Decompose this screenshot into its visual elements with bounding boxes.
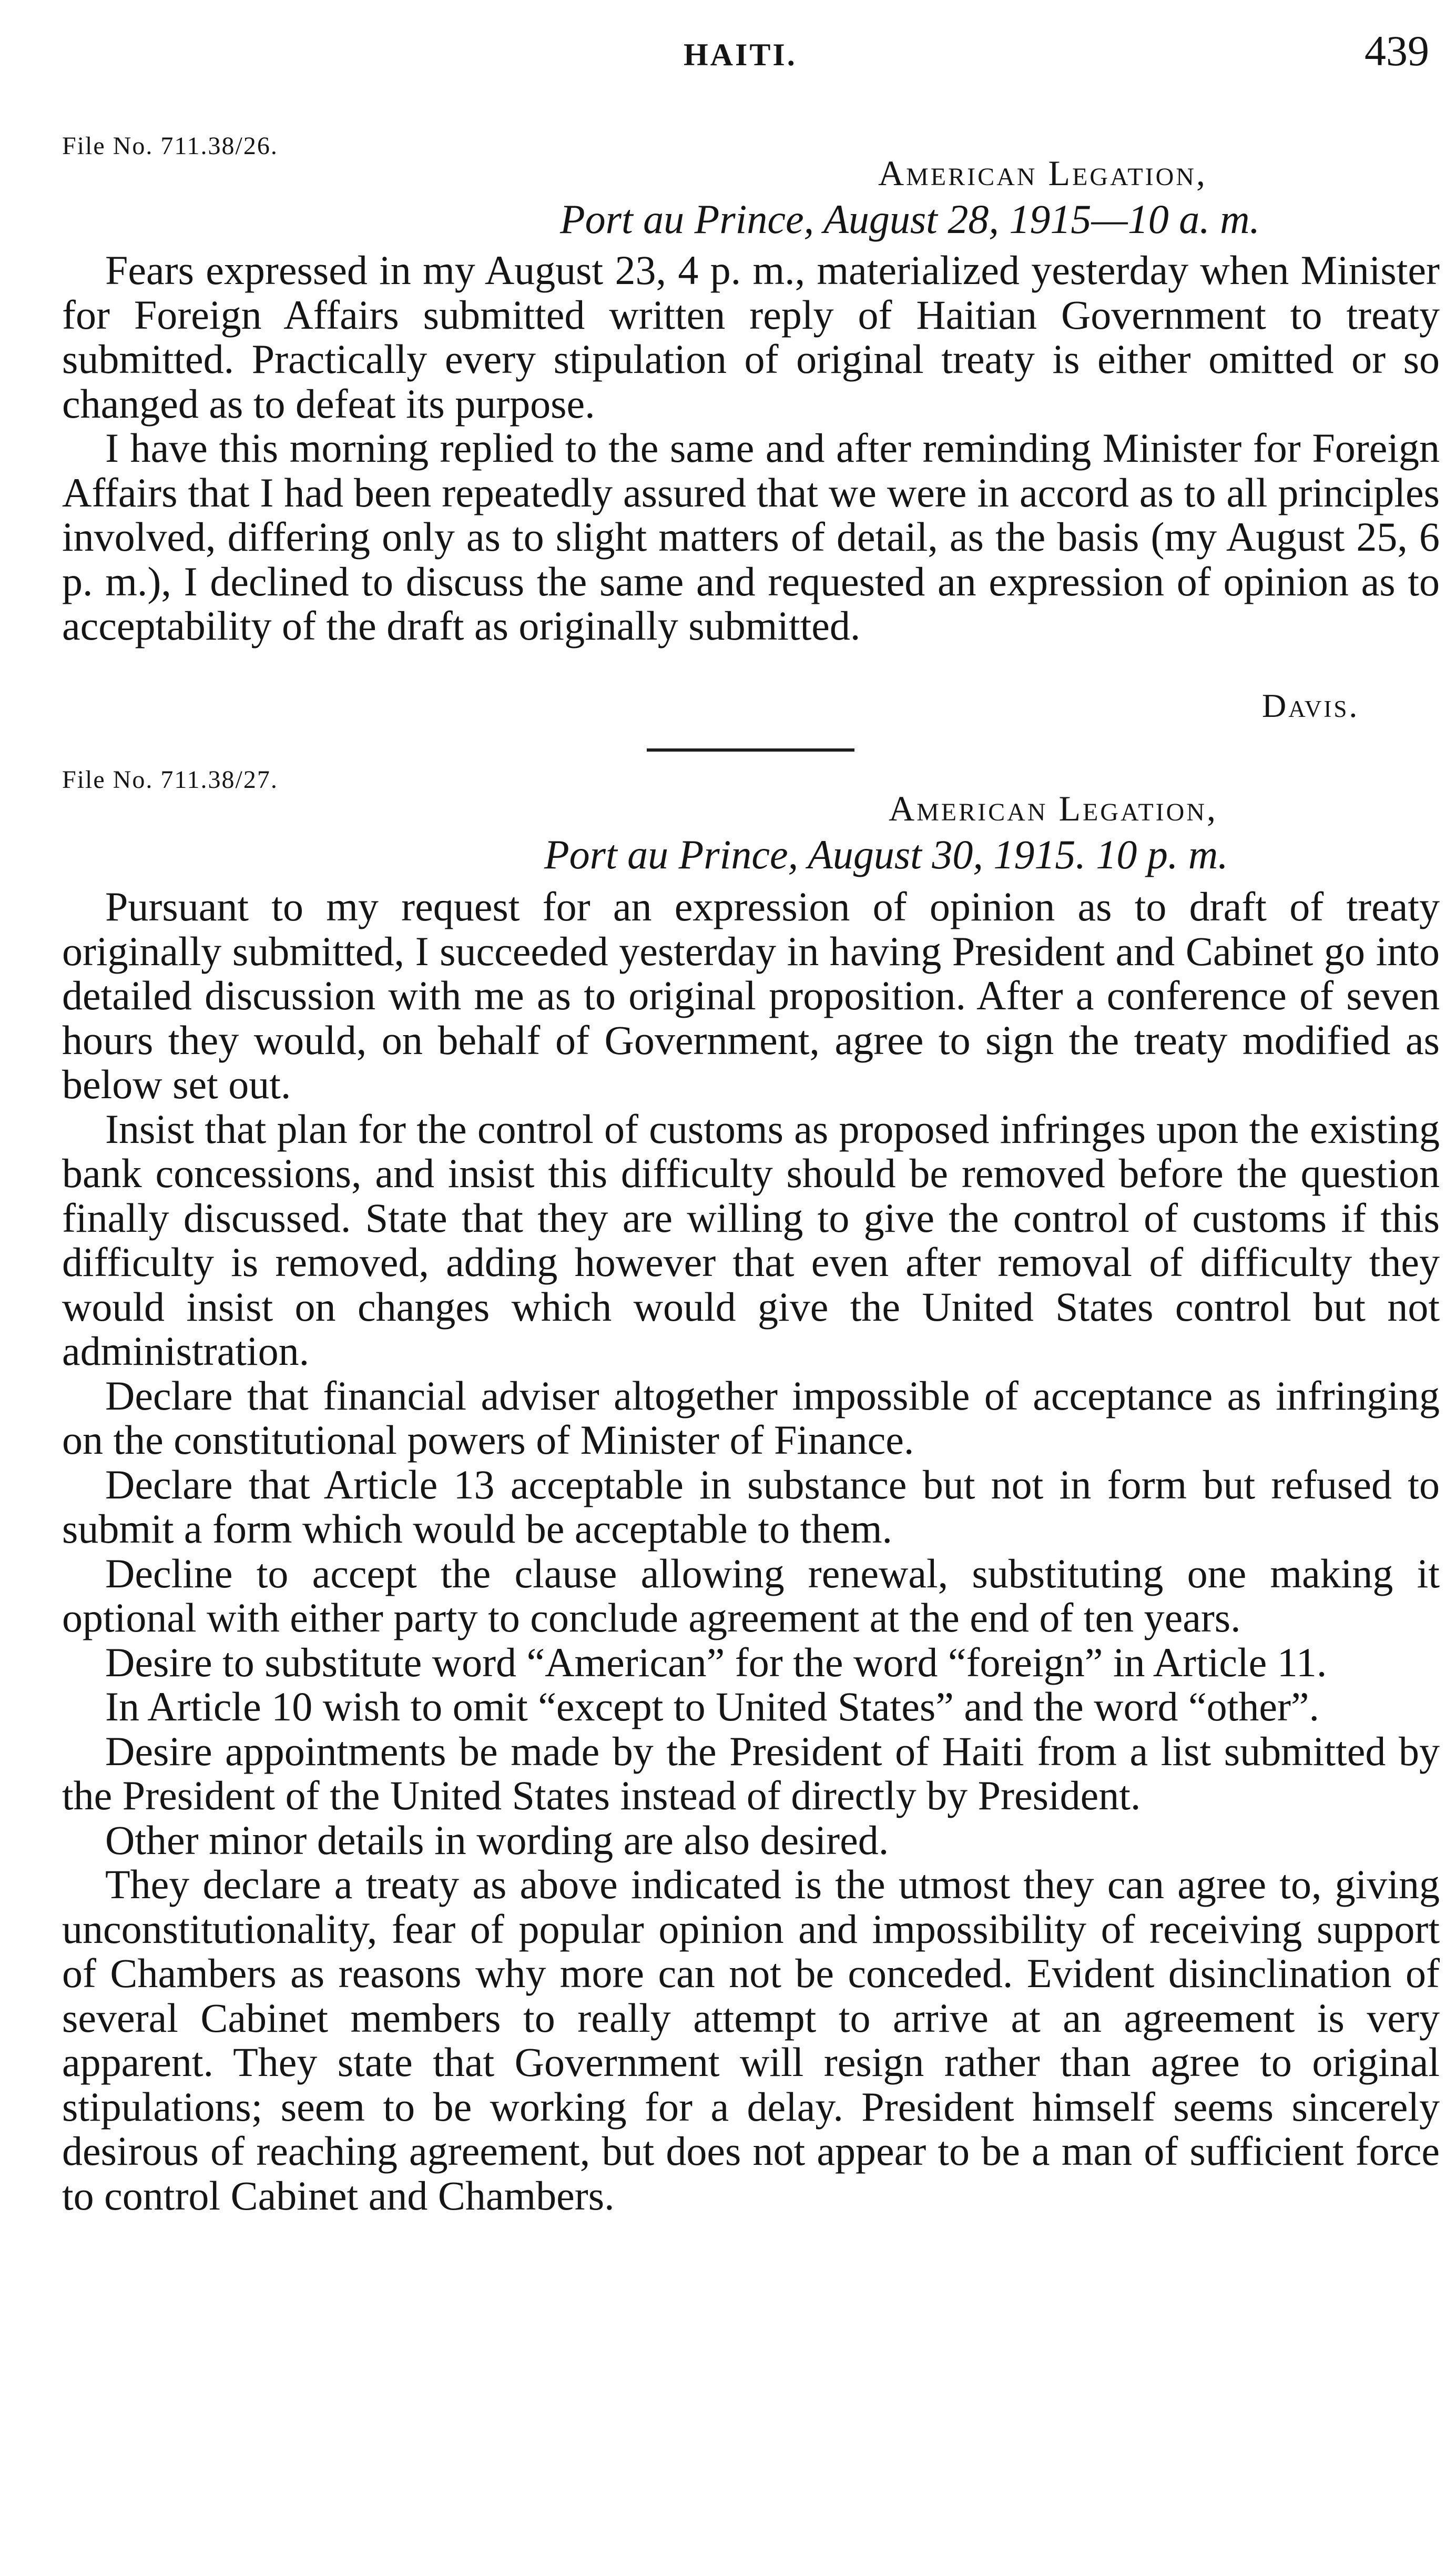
paragraph: Desire appointments be made by the President of Haiti from a list submitted by the President of the United States instead of directly by President.	[62, 1728, 1440, 1818]
file-number-1: File No. 711.38/26.	[62, 132, 278, 160]
paragraph: Pursuant to my request for an expression of opinion as to draft of treaty originally submitted, I succeeded yesterday in having President and Cabinet go into detailed discussion with me as to original proposition. After a conference of seven hours they would, on behalf of Government, agree to sign the treaty modified as below set out.	[62, 884, 1440, 1107]
section-divider	[647, 748, 854, 752]
signature-davis: Davis.	[1262, 687, 1360, 724]
paragraph: They declare a treaty as above indicated is the utmost they can agree to, giving unconstitutionality, fear of popular opinion and impossibility of receiving support of Chambers as reasons why more can not be conceded. Evident disinclination of several Cabinet members to really attempt to arrive at an agreement is very apparent. They state that Government will resign rather than agree to original stipulations; seem to be working for a delay. President himself seems sincerely desirous of reaching agreement, but does not appear to be a man of sufficient force to control Cabinet and Chambers.	[62, 1861, 1440, 2218]
running-head: HAITI.	[684, 37, 797, 72]
dispatch-body-2	[62, 885, 1440, 2218]
dispatch-body-1	[62, 248, 1440, 649]
paragraph: Insist that plan for the control of customs as proposed infringes upon the existing bank concessions, and insist this difficulty should be removed before the question finally discussed. State that they are willing to give the control of customs if this difficulty is removed, adding however that even after removal of difficulty they would insist on changes which would give the United States control but not administration.	[62, 1106, 1440, 1374]
dateline-2: Port au Prince, August 30, 1915. 10 p. m.	[544, 832, 1228, 877]
legation-heading-2: American Legation,	[889, 788, 1218, 828]
paragraph: Other minor details in wording are also desired.	[105, 1817, 889, 1863]
paragraph: Desire to substitute word “American” for the word “foreign” in Article 11.	[105, 1639, 1327, 1685]
paragraph: Decline to accept the clause allowing renewal, substituting one making it optional with either party to conclude agreement at the end of ten years.	[62, 1550, 1440, 1640]
file-number-2: File No. 711.38/27.	[62, 766, 278, 794]
page-number: 439	[1365, 27, 1429, 75]
paragraph: I have this morning replied to the same and after reminding Minister for Foreign Affairs that I had been repeatedly assured that we were in accord as to all principles involved, differing only as to slight matters of detail, as the basis (my August 25, 6 p. m.), I declined to discuss the same and requested an expression of opinion as to acceptability of the draft as originally submitted.	[62, 425, 1440, 649]
paragraph: In Article 10 wish to omit “except to United States” and the word “other”.	[105, 1684, 1320, 1729]
paragraph: Declare that Article 13 acceptable in substance but not in form but refused to submit a form which would be acceptable to them.	[62, 1461, 1440, 1552]
paragraph: Declare that financial adviser altogether impossible of acceptance as infringing on the constitutional powers of Minister of Finance.	[62, 1372, 1440, 1463]
paragraph: Fears expressed in my August 23, 4 p. m., materialized yesterday when Minister for Foreign Affairs submitted written reply of Haitian Government to treaty submitted. Practically every stipulation of original treaty is either omitted or so changed as to defeat its purpose.	[62, 247, 1440, 427]
legation-heading-1: American Legation,	[878, 153, 1207, 193]
dateline-1: Port au Prince, August 28, 1915—10 a. m.	[560, 196, 1260, 242]
